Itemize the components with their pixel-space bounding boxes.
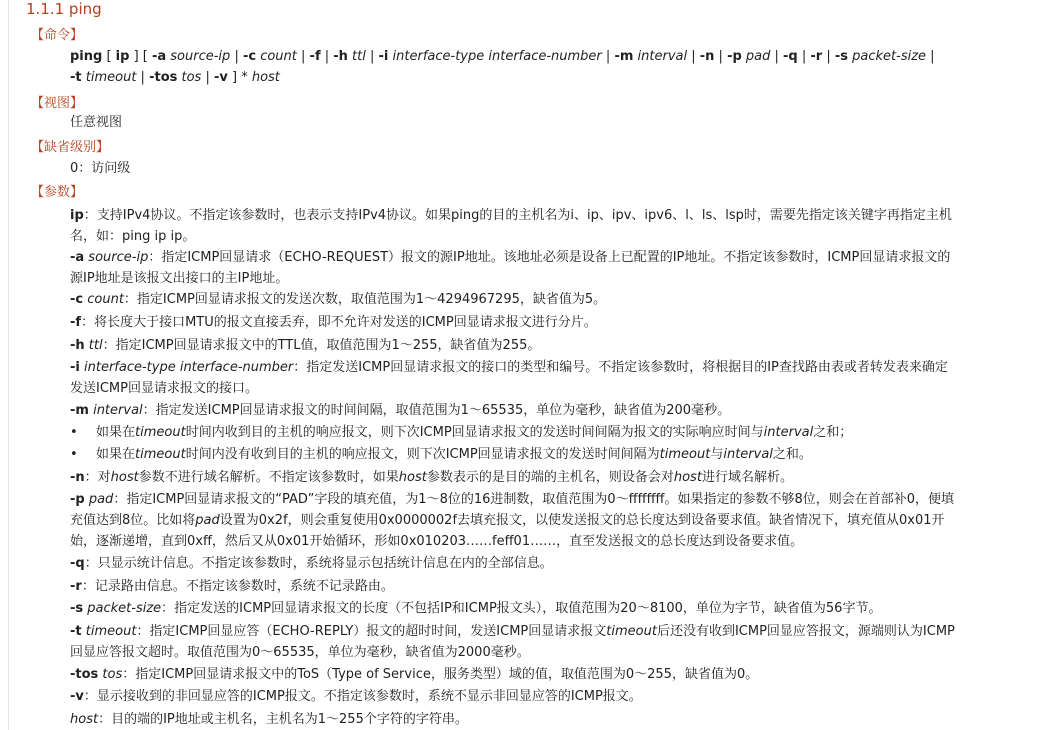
keyword: -s bbox=[70, 601, 84, 616]
argument: count bbox=[256, 49, 297, 64]
keyword: -n bbox=[699, 49, 715, 64]
keyword: ip bbox=[70, 208, 84, 223]
param-item bbox=[70, 686, 960, 707]
keyword: ping bbox=[70, 49, 103, 64]
text: ：将长度大于接口MTU的报文直接丢弃，即不允许对发送的ICMP回显请求报文进行分片。 bbox=[81, 315, 597, 330]
text: ：支持IPv4协议。不指定该参数时，也表示支持IPv4协议。如果ping的目的主机名为i、ip、ipv、ipv6、l、ls、lsp时，需要先指定该关键字再指定主机名，如：ping ip ip。 bbox=[70, 208, 952, 244]
argument: interval bbox=[763, 425, 814, 440]
text: ] [ bbox=[129, 49, 152, 64]
text: | bbox=[230, 49, 243, 64]
keyword: -q bbox=[70, 556, 85, 571]
text: ：对 bbox=[84, 470, 111, 485]
argument: interval bbox=[88, 403, 143, 418]
keyword: -tos bbox=[149, 70, 178, 85]
keyword: -q bbox=[783, 49, 798, 64]
text: | bbox=[687, 49, 700, 64]
command-syntax bbox=[70, 46, 960, 88]
param-item bbox=[70, 709, 960, 730]
keyword: -s bbox=[834, 49, 848, 64]
text: | bbox=[296, 49, 310, 64]
keyword: -n bbox=[70, 470, 85, 485]
param-item bbox=[70, 289, 960, 310]
argument: tos bbox=[98, 667, 123, 682]
argument: tos bbox=[177, 70, 202, 85]
text: [ bbox=[102, 49, 116, 64]
argument: host bbox=[251, 70, 280, 85]
param-item bbox=[70, 598, 960, 619]
param-item bbox=[70, 357, 960, 399]
keyword: -a bbox=[151, 49, 167, 64]
keyword: -c bbox=[242, 49, 257, 64]
argument: ttl bbox=[84, 338, 103, 353]
argument: timeout bbox=[659, 447, 711, 462]
keyword: -f bbox=[309, 49, 321, 64]
text: ：指定发送ICMP回显请求报文的接口的类型和编号。不指定该参数时，将根据目的IP查找路由表或者转发表来确定发送ICMP回显请求报文的接口。 bbox=[70, 360, 948, 396]
argument: interval bbox=[633, 49, 688, 64]
param-item bbox=[70, 489, 960, 552]
argument: host bbox=[70, 712, 99, 727]
text: 参数表示的是目的端的主机名，则设备会对 bbox=[426, 470, 674, 485]
bullet-text bbox=[96, 422, 976, 443]
argument: packet-size bbox=[848, 49, 927, 64]
text: 如果在 bbox=[96, 425, 136, 440]
argument: pad bbox=[741, 49, 771, 64]
text: ：指定发送ICMP回显请求报文的时间间隔，取值范围为1～65535，单位为毫秒，缺省值为200毫秒。 bbox=[142, 403, 731, 418]
argument: source-ip bbox=[84, 250, 149, 265]
text: ：指定ICMP回显请求报文中的TTL值，取值范围为1～255，缺省值为255。 bbox=[102, 338, 541, 353]
argument: timeout bbox=[135, 447, 186, 462]
command-syntax-line-2 bbox=[70, 67, 960, 88]
argument: interval bbox=[723, 447, 773, 462]
default-level-text: 0：访问级 bbox=[70, 161, 131, 176]
command-heading: 【命令】 bbox=[31, 28, 84, 43]
text: 如果在 bbox=[96, 447, 136, 462]
bullet-dot: • bbox=[70, 447, 78, 462]
param-item bbox=[70, 576, 960, 597]
keyword: -tos bbox=[70, 667, 99, 682]
keyword: -v bbox=[70, 689, 84, 704]
text: ：记录路由信息。不指定该参数时，系统不记录路由。 bbox=[81, 579, 394, 594]
text: ：指定ICMP回显应答（ECHO-REPLY）报文的超时时间，发送ICMP回显请求报文 bbox=[136, 624, 607, 639]
argument: count bbox=[83, 292, 124, 307]
text: | bbox=[365, 49, 379, 64]
keyword: -t bbox=[70, 70, 82, 85]
param-item bbox=[70, 247, 960, 289]
keyword: -r bbox=[70, 579, 82, 594]
keyword: -m bbox=[614, 49, 634, 64]
argument: host bbox=[110, 470, 139, 485]
default-level-heading: 【缺省级别】 bbox=[31, 140, 110, 155]
text: | bbox=[136, 70, 150, 85]
text: | bbox=[714, 49, 728, 64]
text: 与 bbox=[710, 447, 724, 462]
params-heading: 【参数】 bbox=[31, 185, 84, 200]
text: | bbox=[201, 70, 214, 85]
text: ：目的端的IP地址或主机名，主机名为1～255个字符的字符串。 bbox=[98, 712, 468, 727]
argument: host bbox=[673, 470, 702, 485]
text: 时间内收到目的主机的响应报文，则下次ICMP回显请求报文的发送时间间隔为报文的实际响应时间与 bbox=[185, 425, 764, 440]
keyword: -p bbox=[70, 492, 85, 507]
text: | bbox=[797, 49, 811, 64]
argument: source-ip bbox=[166, 49, 231, 64]
view-heading: 【视图】 bbox=[31, 96, 84, 111]
param-item bbox=[70, 467, 960, 488]
text: | bbox=[320, 49, 334, 64]
keyword: -r bbox=[810, 49, 823, 64]
text: 进行域名解析。 bbox=[701, 470, 793, 485]
text: ：显示接收到的非回显应答的ICMP报文。不指定该参数时，系统不显示非回显应答的ICMP报文。 bbox=[83, 689, 642, 704]
param-item bbox=[70, 335, 960, 356]
text: 设置为0x2f，则会重复使用0x0000002f去填充报文，以使发送报文的总长度达到设备要求值。缺省情况下，填充值从0x01开始，逐渐递增，直到0xff，然后又从0x01开始循环，形如0x010203……feff01……，直至发送报文的总长度达到设备要求值。 bbox=[70, 513, 945, 549]
argument: interface-type interface-number bbox=[79, 360, 294, 375]
keyword: -c bbox=[70, 292, 84, 307]
text: 后还没有收到ICMP回显应答报文，源端则认为ICMP回显应答报文超时。取值范围为0～65535，单位为毫秒，缺省值为2000毫秒。 bbox=[70, 624, 955, 660]
argument: packet-size bbox=[83, 601, 162, 616]
keyword: -a bbox=[70, 250, 85, 265]
param-item bbox=[70, 621, 960, 663]
text: 参数不进行域名解析。不指定该参数时，如果 bbox=[138, 470, 399, 485]
argument: ttl bbox=[347, 49, 366, 64]
keyword: -h bbox=[70, 338, 85, 353]
keyword: -t bbox=[70, 624, 82, 639]
argument: interface-type interface-number bbox=[388, 49, 602, 64]
param-item bbox=[70, 664, 960, 685]
text: 之和。 bbox=[772, 447, 812, 462]
param-item bbox=[70, 312, 960, 333]
keyword: -v bbox=[213, 70, 228, 85]
keyword: -f bbox=[70, 315, 82, 330]
section-title: 1.1.1 ping bbox=[26, 0, 102, 18]
argument: host bbox=[398, 470, 427, 485]
param-item bbox=[70, 205, 960, 247]
text: 之和； bbox=[813, 425, 853, 440]
param-item bbox=[70, 400, 960, 421]
keyword: ip bbox=[115, 49, 130, 64]
command-syntax-line-1 bbox=[70, 46, 960, 67]
left-border bbox=[8, 0, 9, 730]
keyword: -h bbox=[333, 49, 348, 64]
view-text: 任意视图 bbox=[70, 115, 123, 130]
argument: timeout bbox=[606, 624, 657, 639]
keyword: -p bbox=[727, 49, 742, 64]
text: ：指定ICMP回显请求报文的“PAD”字段的填充值，为1～8位的16进制数，取值范围为0～ffffffff。如果指定的参数不够8位，则会在首部补0，便填充值达到8位。比如将 bbox=[70, 492, 955, 528]
argument: timeout bbox=[135, 425, 186, 440]
keyword: -m bbox=[70, 403, 89, 418]
text: | bbox=[822, 49, 835, 64]
text: ] * bbox=[227, 70, 252, 85]
text: ：只显示统计信息。不指定该参数时，系统将显示包括统计信息在内的全部信息。 bbox=[84, 556, 553, 571]
argument: pad bbox=[195, 513, 220, 528]
text: 时间内没有收到目的主机的响应报文，则下次ICMP回显请求报文的发送时间间隔为 bbox=[185, 447, 660, 462]
argument: timeout bbox=[81, 624, 137, 639]
param-item bbox=[70, 553, 960, 574]
text: | bbox=[926, 49, 935, 64]
text: | bbox=[601, 49, 615, 64]
keyword: -i bbox=[378, 49, 389, 64]
text: ：指定发送的ICMP回显请求报文的长度（不包括IP和ICMP报文头），取值范围为20～8100，单位为字节，缺省值为56字节。 bbox=[161, 601, 882, 616]
argument: pad bbox=[84, 492, 114, 507]
text: ：指定ICMP回显请求报文的发送次数，取值范围为1～4294967295，缺省值为5。 bbox=[123, 292, 607, 307]
text: | bbox=[770, 49, 784, 64]
argument: timeout bbox=[81, 70, 137, 85]
text: ：指定ICMP回显请求报文中的ToS（Type of Service，服务类型）域的值，取值范围为0～255，缺省值为0。 bbox=[122, 667, 759, 682]
text: ：指定ICMP回显请求（ECHO-REQUEST）报文的源IP地址。该地址必须是设备上已配置的IP地址。不指定该参数时，ICMP回显请求报文的源IP地址是该报文出接口的主IP地址。 bbox=[70, 250, 951, 286]
bullet-text bbox=[96, 444, 976, 465]
bullet-dot: • bbox=[70, 425, 78, 440]
keyword: -i bbox=[70, 360, 80, 375]
